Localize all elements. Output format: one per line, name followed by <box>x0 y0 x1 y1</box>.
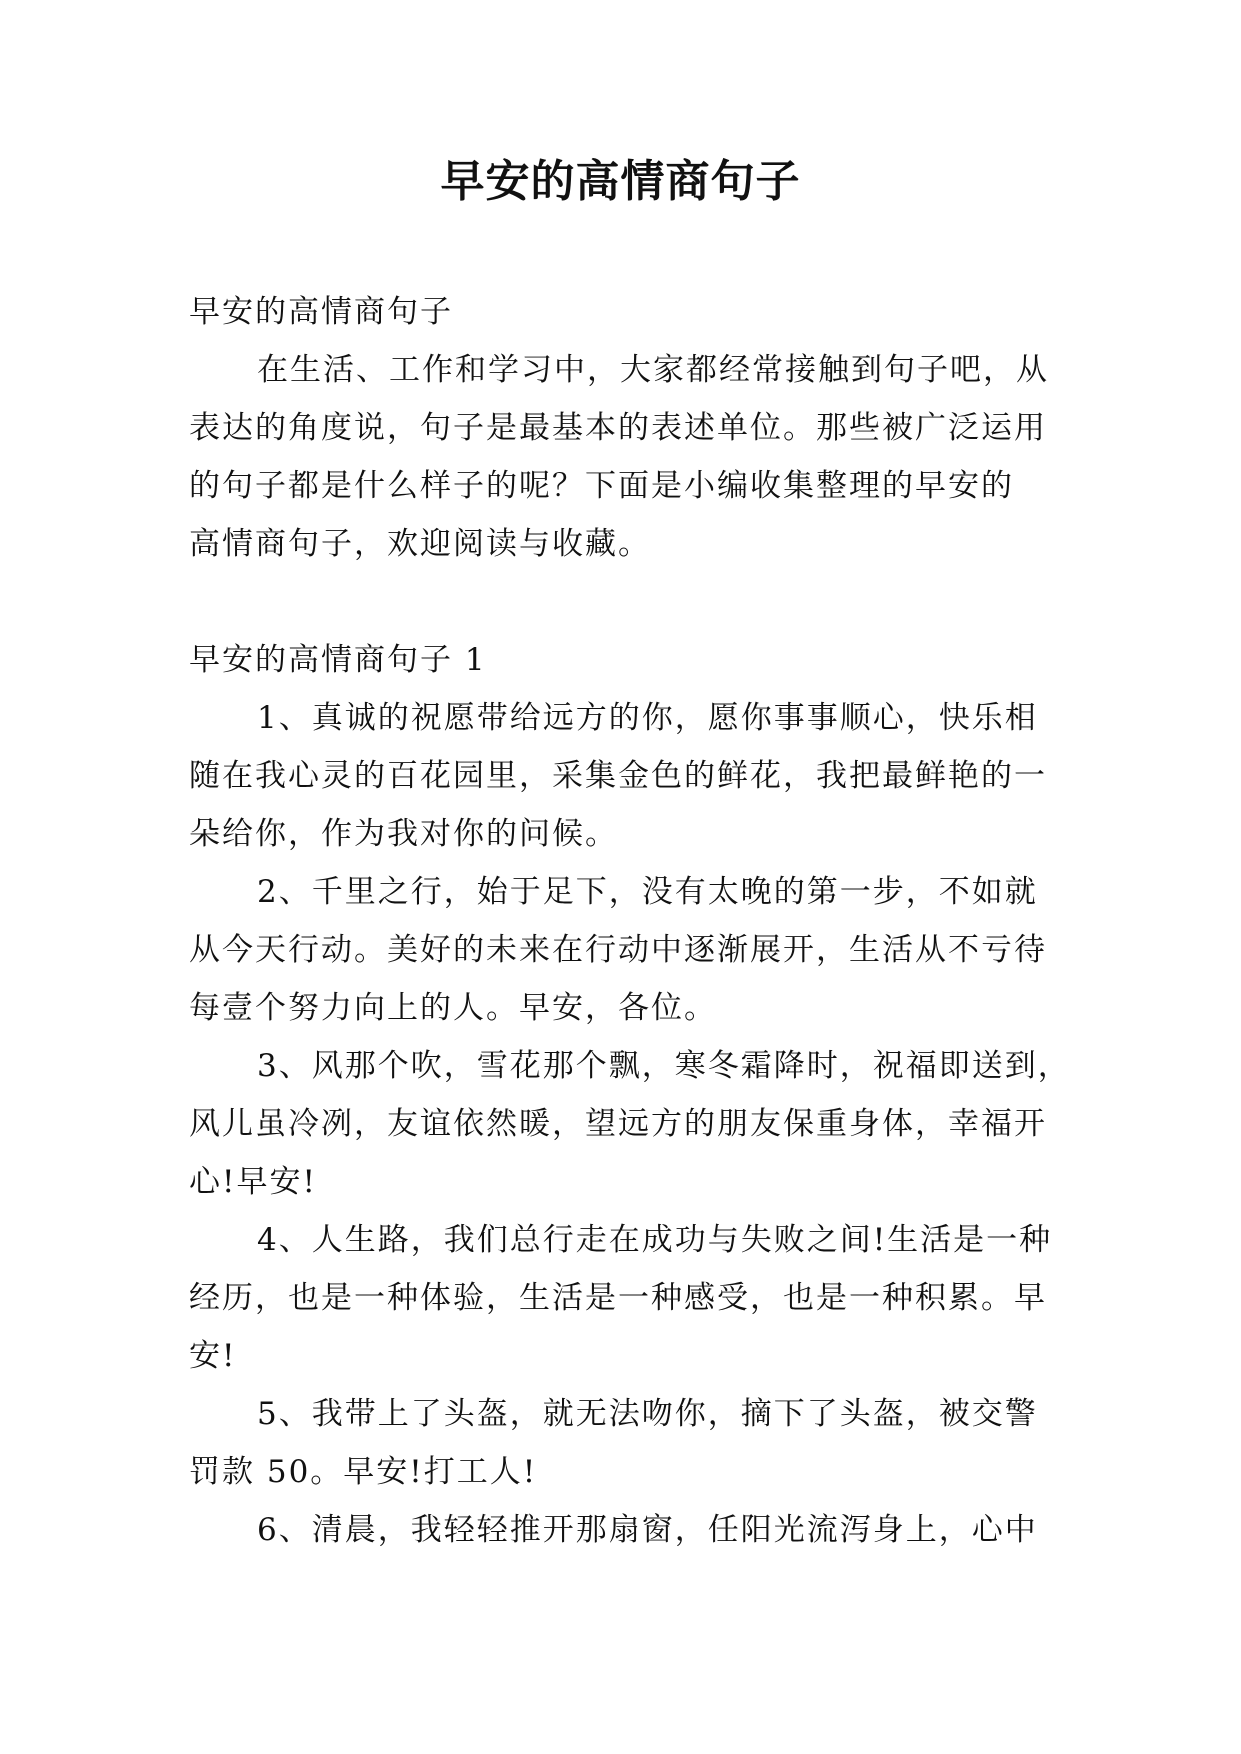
paragraph-line: 安! <box>189 1338 237 1374</box>
paragraph-line: 表达的角度说，句子是最基本的表述单位。那些被广泛运用 <box>189 410 1047 446</box>
paragraph-line: 朵给你，作为我对你的问候。 <box>189 816 618 852</box>
paragraph-line: 3、风那个吹，雪花那个飘，寒冬霜降时，祝福即送到， <box>257 1048 1071 1084</box>
paragraph-line: 6、清晨，我轻轻推开那扇窗，任阳光流泻身上，心中 <box>257 1512 1038 1548</box>
document-title: 早安的高情商句子 <box>440 156 801 207</box>
paragraph-line: 心!早安! <box>189 1164 317 1200</box>
paragraph-gap <box>189 573 1065 631</box>
paragraph-line: 4、人生路，我们总行走在成功与失败之间!生活是一种 <box>257 1222 1053 1258</box>
paragraph-line: 在生活、工作和学习中，大家都经常接触到句子吧，从 <box>257 352 1049 388</box>
paragraph-line: 2、千里之行，始于足下，没有太晚的第一步，不如就 <box>257 874 1038 910</box>
section-heading: 早安的高情商句子 1 <box>189 642 487 678</box>
paragraph-line: 从今天行动。美好的未来在行动中逐渐展开，生活从不亏待 <box>189 932 1047 968</box>
paragraph-line: 5、我带上了头盔，就无法吻你，摘下了头盔，被交警 <box>257 1396 1038 1432</box>
paragraph-line: 每壹个努力向上的人。早安，各位。 <box>189 990 717 1026</box>
paragraph-line: 的句子都是什么样子的呢？下面是小编收集整理的早安的 <box>189 468 1014 504</box>
paragraph-line: 随在我心灵的百花园里，采集金色的鲜花，我把最鲜艳的一 <box>189 758 1047 794</box>
section-heading: 早安的高情商句子 <box>189 294 453 330</box>
paragraph-line: 罚款 50。早安!打工人! <box>189 1454 538 1490</box>
paragraph-line: 经历，也是一种体验，生活是一种感受，也是一种积累。早 <box>189 1280 1047 1316</box>
paragraph-line: 风儿虽冷冽，友谊依然暖，望远方的朋友保重身体，幸福开 <box>189 1106 1047 1142</box>
document-body <box>189 283 1071 1559</box>
paragraph-line: 1、真诚的祝愿带给远方的你，愿你事事顺心，快乐相 <box>257 700 1038 736</box>
paragraph-line: 高情商句子，欢迎阅读与收藏。 <box>189 526 651 562</box>
